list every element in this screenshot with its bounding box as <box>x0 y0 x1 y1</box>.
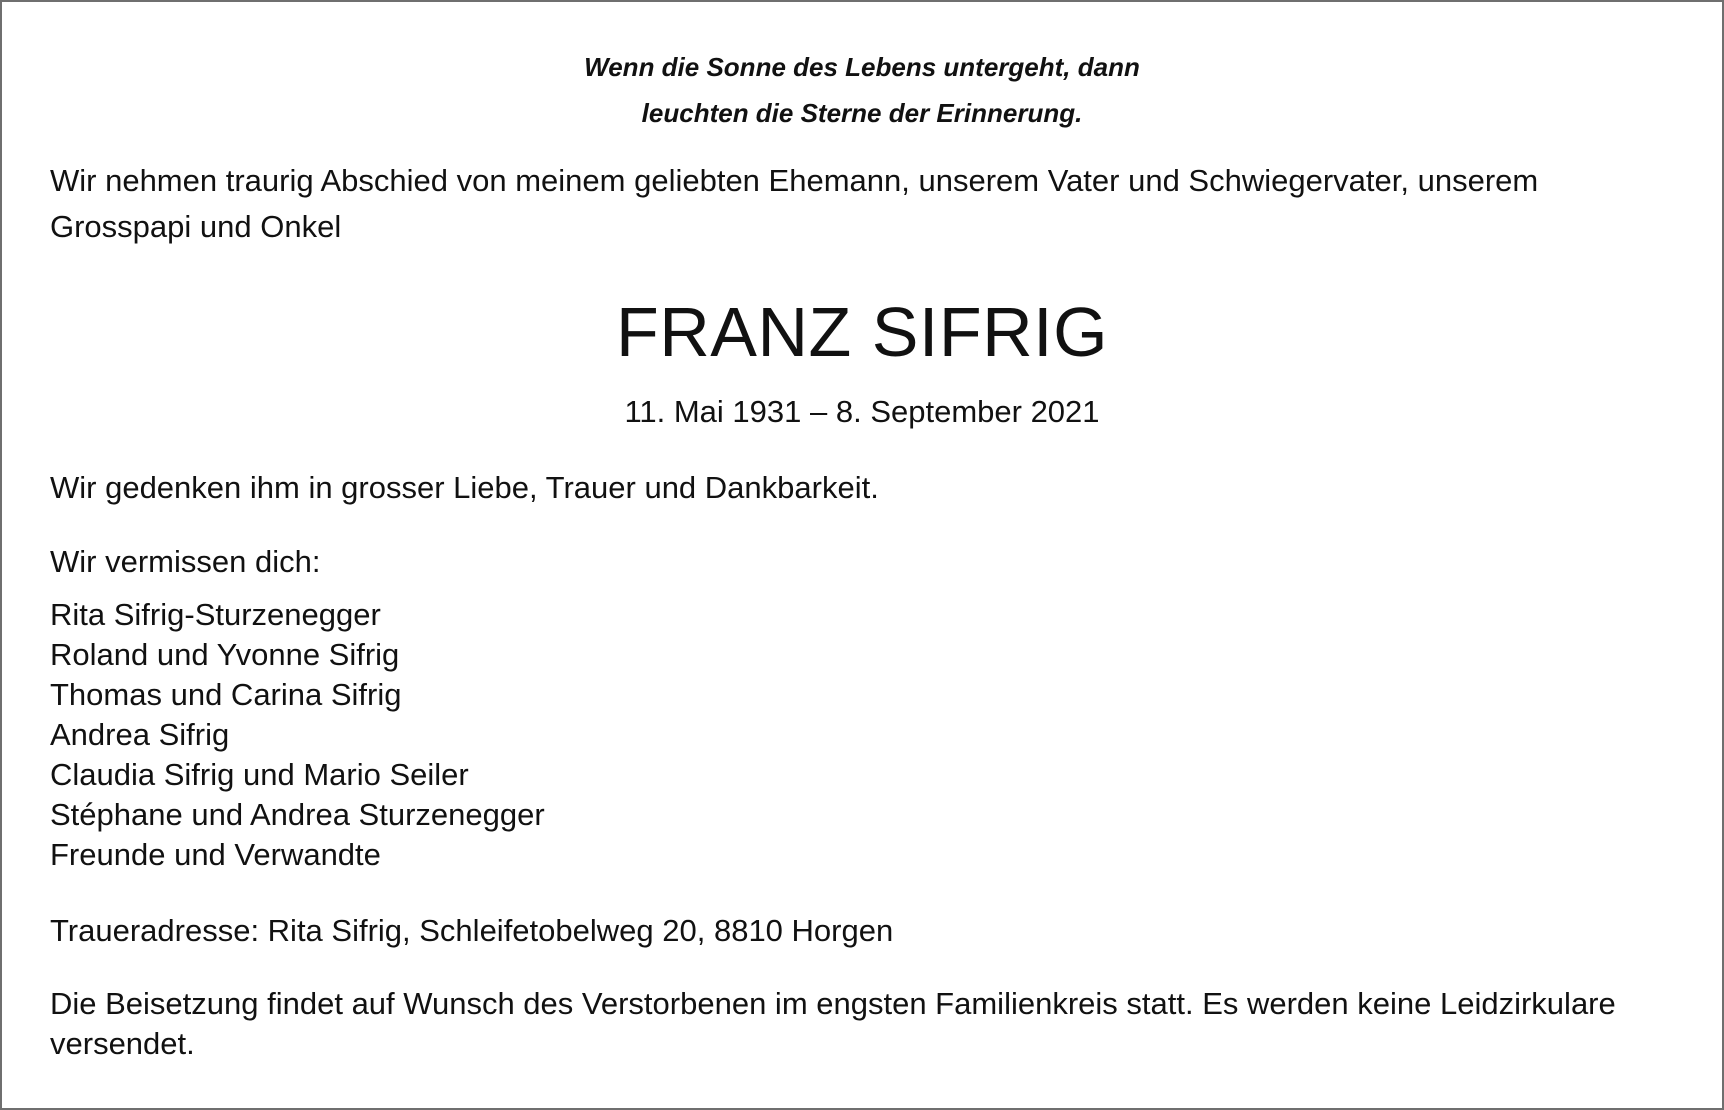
motto-line-2: leuchten die Sterne der Erinnerung. <box>641 98 1083 128</box>
mourner-item: Claudia Sifrig und Mario Seiler <box>50 757 469 792</box>
mourner-item: Andrea Sifrig <box>50 717 230 752</box>
tribute-text: Wir gedenken ihm in grosser Liebe, Trauer und Dankbarkeit. <box>50 470 879 505</box>
mourner-item: Freunde und Verwandte <box>50 837 381 872</box>
funeral-note: Die Beisetzung findet auf Wunsch des Verstorbenen im engsten Familienkreis statt. Es werden keine Leidzirkulare versendet. <box>50 986 1616 1061</box>
deceased-name: FRANZ SIFRIG <box>615 293 1109 371</box>
motto <box>2 44 1722 136</box>
motto-line-1: Wenn die Sonne des Lebens untergeht, dann <box>584 52 1140 82</box>
life-dates: 11. Mai 1931 – 8. September 2021 <box>624 394 1100 429</box>
mourner-item: Roland und Yvonne Sifrig <box>50 637 400 672</box>
mourner-item: Rita Sifrig-Sturzenegger <box>50 597 381 632</box>
mourners-heading: Wir vermissen dich: <box>50 544 321 579</box>
intro-text: Wir nehmen traurig Abschied von meinem geliebten Ehemann, unserem Vater und Schwiegervater, unserem Grosspapi und Onkel <box>50 163 1539 244</box>
mourning-address: Traueradresse: Rita Sifrig, Schleifetobelweg 20, 8810 Horgen <box>50 913 894 948</box>
mourner-item: Thomas und Carina Sifrig <box>50 677 402 712</box>
mourners-list <box>50 595 545 875</box>
mourner-item: Stéphane und Andrea Sturzenegger <box>50 797 545 832</box>
